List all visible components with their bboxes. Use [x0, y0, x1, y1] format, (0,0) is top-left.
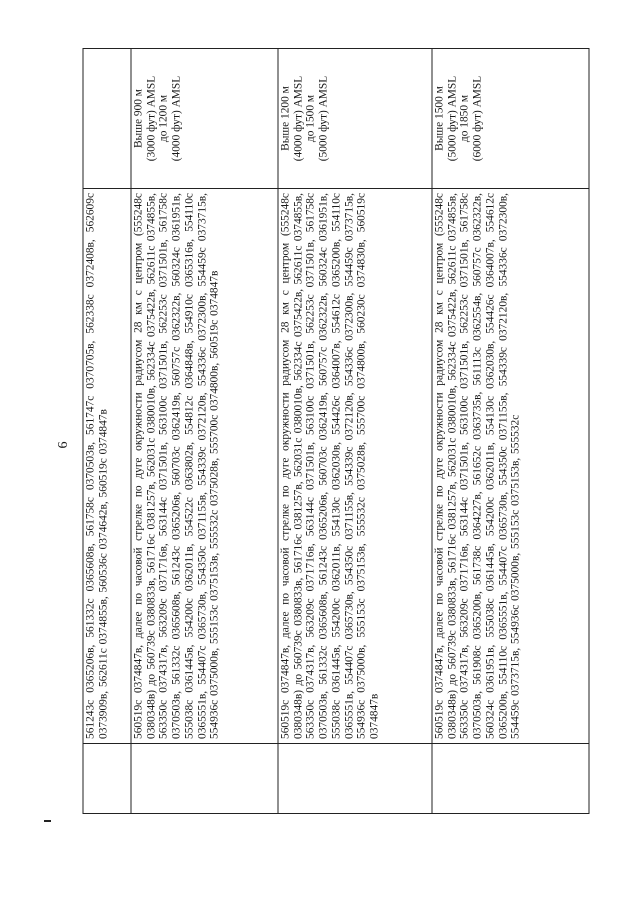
altitude-line: Выше 1500 м [433, 86, 445, 151]
altitude-line: (3000 фут) AMSL [144, 75, 157, 162]
altitude-cell [278, 49, 432, 189]
altitude-line: (6000 фут) AMSL [471, 75, 484, 162]
margin-mark [44, 820, 51, 822]
altitude-line: Выше 900 м [132, 88, 144, 149]
coordinates-text: 560519с 0374847в, далее по часовой стрелке по дуге окружности радиусом 28 км с центром (555248с 0380348в) до 560739с 0380833в, 561716с 0381257в, 562031с 0380010в, 562334с 0375422в, 562611с 0374855в, 563350с 0374317в, 563209с 0371716в, 563144с 0371501в, 563100с 0371501в, 562253с 0371501в, 561758с 0370503в, 561332с 0365608в, 561243с 0365206в, 560703с 0362419в, 560757с 0362322в, 560324с 0361951в, 555038с 0361445в, 554200с 0362011в, 554130с 0362030в, 554426с 0364007в, 554612с 0365200в, 554110с 0365551в, 554407с 0365730в, 554350с 0371155в, 554339с 0372120в, 554336с 0372300в, 554459с 0373715в, 554936с 0375000в, 555153с 0375153в, 555532с 0375028в, 555700с 0374800в, 560230с 0374830в, 560519с 0374847в [279, 193, 380, 739]
table-row [278, 49, 432, 814]
altitude-line: (5000 фут) AMSL [445, 75, 458, 162]
coordinates-text: 560519с 0374847в, далее по часовой стрелке по дуге окружности радиусом 28 км с центром (555248с 0380348в) до 560739с 0380833в, 561716с 0381257в, 562031с 0380010в, 562334с 0375422в, 562611с 0374855в, 563350с 0374317в, 563209с 0371716в, 563144с 0371501в, 563100с 0371501в, 562253с 0371501в, 561758с 0370503в, 561332с 0365608в, 561243с 0365206в, 560703с 0362419в, 560757с 0362322в, 560324с 0361951в, 555038с 0361445в, 554200с 0362011в, 554522с 0363802в, 554812с 0364848в, 554910с 0365316в, 554110с 0365551в, 554407с 0365730в, 554350с 0371155в, 554339с 0372120в, 554336с 0372300в, 554459с 0373715в, 554936с 0375000в, 555153с 0375153в, 555532с 0375028в, 555700с 0374800в, 560519с 0374847в [132, 193, 221, 739]
coordinates-cell [278, 189, 432, 744]
altitude-line: (4000 фут) AMSL [170, 75, 183, 162]
altitude-line: до 1500 м [304, 94, 317, 143]
coordinates-text: 560519с 0374847в, далее по часовой стрелке по дуге окружности радиусом 28 км с центром (555248с 0380348в) до 560739с 0380833в, 561716с 0381257в, 562031с 0380010в, 562334с 0375422в, 562611с 0374855в, 563350с 0374317в, 563209с 0371716в, 563144с 0371501в, 563100с 0371501в, 562253с 0371501в, 561758с 0370503в, 561908с 0365200в, 561738с 0364227в, 561652с 0363735в, 561113с 0362554в, 560757с 0362322в, 560324с 0361951в, 555038с 0361445в, 554200с 0362011в, 554130с 0362030в, 554426с 0364007в, 554612с 0365200в, 554110с 0365551в, 554407с 0365730в, 554350с 0371155в, 554339с 0372120в, 554336с 0372300в, 554459с 0373715в, 554936с 0375000в, 555153с 0375153в, 555532с [433, 193, 522, 739]
altitude-line: (4000 фут) AMSL [291, 75, 304, 162]
altitude-line: Выше 1200 м [279, 86, 291, 151]
altitude-cell [432, 49, 589, 189]
altitude-cell [131, 49, 278, 189]
airspace-table [82, 48, 589, 814]
coordinates-text: 561243с 0365206в, 561332с 0365608в, 561758с 0370503в, 561747с 0370705в, 562338с 0372408в, 562609с 0373909в, 562611с 0374855в, 560536с 0374642в, 560519с 0374847в [84, 193, 109, 739]
coordinates-cell [83, 189, 131, 744]
table-row [83, 49, 131, 814]
table-cell-empty [131, 744, 278, 814]
table-row [432, 49, 589, 814]
page-number: 6 [56, 441, 71, 449]
altitude-line: до 1200 м [157, 94, 170, 143]
airspace-table-rotated [82, 48, 589, 814]
coordinates-cell [131, 189, 278, 744]
altitude-line: до 1850 м [458, 94, 471, 143]
altitude-line: (5000 фут) AMSL [317, 75, 330, 162]
table-cell-empty [83, 744, 131, 814]
altitude-cell [83, 49, 131, 189]
table-cell-empty [432, 744, 589, 814]
table-row [131, 49, 278, 814]
coordinates-cell [432, 189, 589, 744]
table-cell-empty [278, 744, 432, 814]
